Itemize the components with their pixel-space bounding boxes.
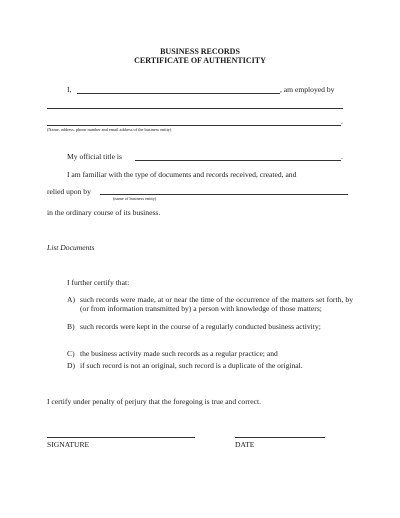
official-title-line[interactable] xyxy=(135,160,341,161)
item-letter: A) xyxy=(67,295,76,304)
familiar-line3: in the ordinary course of its business. xyxy=(47,208,161,217)
date-line[interactable] xyxy=(235,437,325,438)
item-letter: D) xyxy=(67,361,76,370)
further-certify-heading: I further certify that: xyxy=(67,278,130,287)
certify-item-c xyxy=(67,350,353,359)
relied-upon-caption: (name of business entity) xyxy=(113,196,157,201)
employment-suffix: , am employed by xyxy=(280,85,335,94)
business-entity-period: . xyxy=(341,117,343,126)
document-title-line2: CERTIFICATE OF AUTHENTICITY xyxy=(134,56,266,65)
item-text: such records were kept in the course of a regularly conducted business activity; xyxy=(80,322,321,331)
document-title-line1: BUSINESS RECORDS xyxy=(160,47,240,56)
item-text: such records were made, at or near the time of the occurrence of the matters set forth, by (or from information transmitted by) a person with knowledge of those matters; xyxy=(80,295,353,313)
perjury-statement: I certify under penalty of perjury that the foregoing is true and correct. xyxy=(47,397,262,406)
signature-label: SIGNATURE xyxy=(47,440,90,449)
employment-prefix: I, xyxy=(67,85,72,94)
item-text: if such record is not an original, such record is a duplicate of the original. xyxy=(80,361,303,370)
familiar-line1: I am familiar with the type of documents and records received, created, and xyxy=(67,170,297,179)
official-title-suffix: . xyxy=(341,152,343,161)
official-title-prefix: My official title is xyxy=(67,152,122,161)
business-entity-line-1[interactable] xyxy=(47,108,343,109)
business-entity-caption: (Name, address, phone number and email address of the business entity) xyxy=(47,127,172,132)
relied-upon-prefix: relied upon by xyxy=(47,187,91,196)
business-entity-line-2[interactable] xyxy=(47,125,341,126)
certify-item-a xyxy=(67,296,353,314)
signature-line[interactable] xyxy=(47,437,195,438)
relied-upon-entity-line[interactable] xyxy=(100,194,348,195)
certify-item-b xyxy=(67,323,353,332)
item-letter: B) xyxy=(67,322,75,331)
list-documents-label: List Documents xyxy=(47,243,95,252)
item-letter: C) xyxy=(67,349,75,358)
date-label: DATE xyxy=(235,440,255,449)
certify-item-d xyxy=(67,362,353,371)
name-field-line[interactable] xyxy=(77,93,280,94)
item-text: the business activity made such records as a regular practice; and xyxy=(80,349,278,358)
